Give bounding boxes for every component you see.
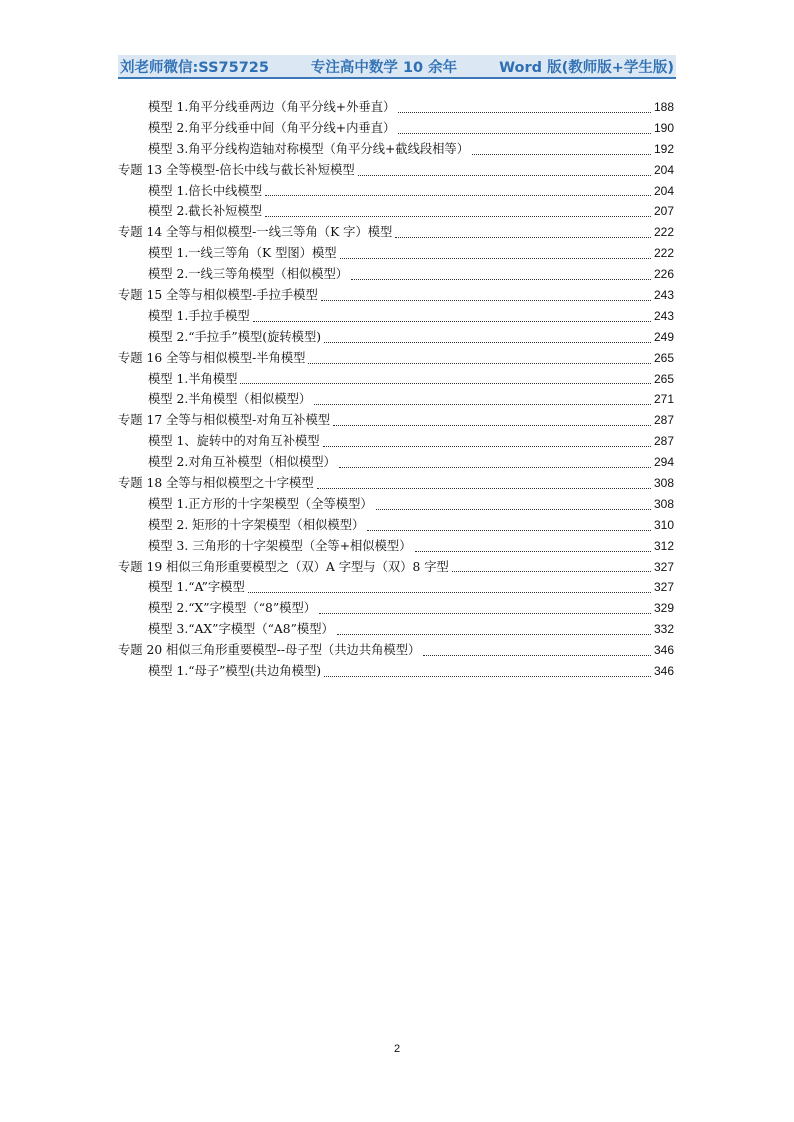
toc-entry-label: 专题 13 全等模型-倍长中线与截长补短模型 bbox=[118, 162, 355, 177]
toc-entry-label: 模型 2.角平分线垂中间（角平分线+内垂直） bbox=[148, 120, 396, 135]
toc-dot-leader bbox=[265, 194, 651, 196]
toc-dot-leader bbox=[472, 153, 651, 155]
toc-entry-label: 模型 1.“A”字模型 bbox=[148, 580, 245, 595]
toc-entry-page: 308 bbox=[653, 496, 674, 511]
toc-dot-leader bbox=[321, 299, 651, 301]
toc-chapter-entry[interactable] bbox=[118, 222, 674, 243]
toc-section-entry[interactable] bbox=[118, 139, 674, 160]
toc-entry-page: 310 bbox=[653, 517, 674, 532]
toc-dot-leader bbox=[415, 550, 651, 552]
toc-dot-leader bbox=[324, 675, 651, 677]
toc-section-entry[interactable] bbox=[118, 243, 674, 264]
toc-dot-leader bbox=[317, 487, 651, 489]
toc-dot-leader bbox=[333, 424, 651, 426]
toc-entry-label: 模型 2.一线三等角模型（相似模型） bbox=[148, 267, 349, 282]
toc-entry-label: 模型 2.半角模型（相似模型） bbox=[148, 392, 312, 407]
table-of-contents bbox=[118, 97, 674, 682]
toc-entry-page: 204 bbox=[653, 183, 674, 198]
toc-entry-label: 专题 20 相似三角形重要模型--母子型（共边共角模型） bbox=[118, 643, 421, 658]
toc-entry-page: 222 bbox=[653, 246, 674, 261]
toc-chapter-entry[interactable] bbox=[118, 160, 674, 181]
toc-entry-page: 327 bbox=[653, 580, 674, 595]
toc-entry-page: 346 bbox=[653, 643, 674, 658]
toc-entry-page: 308 bbox=[653, 476, 674, 491]
toc-dot-leader bbox=[265, 215, 651, 217]
toc-dot-leader bbox=[337, 633, 651, 635]
toc-dot-leader bbox=[351, 278, 651, 280]
toc-entry-label: 模型 2.“手拉手”模型(旋转模型) bbox=[148, 329, 322, 344]
toc-dot-leader bbox=[358, 174, 651, 176]
toc-dot-leader bbox=[324, 341, 651, 343]
header-contact: 刘老师微信:SS75725 bbox=[120, 59, 269, 76]
toc-dot-leader bbox=[452, 570, 651, 572]
toc-section-entry[interactable] bbox=[118, 264, 674, 285]
toc-entry-page: 265 bbox=[653, 371, 674, 386]
toc-section-entry[interactable] bbox=[118, 118, 674, 139]
header-tagline: 专注高中数学 10 余年 bbox=[310, 59, 458, 76]
toc-section-entry[interactable] bbox=[118, 201, 674, 222]
toc-dot-leader bbox=[319, 612, 651, 614]
toc-dot-leader bbox=[340, 257, 651, 259]
page-header bbox=[118, 55, 676, 79]
toc-entry-label: 模型 1.一线三等角（K 型图）模型 bbox=[148, 246, 337, 261]
toc-entry-page: 346 bbox=[653, 664, 674, 679]
toc-entry-page: 271 bbox=[653, 392, 674, 407]
toc-entry-page: 243 bbox=[653, 288, 674, 303]
toc-dot-leader bbox=[423, 654, 651, 656]
toc-entry-label: 模型 3. 三角形的十字架模型（全等+相似模型） bbox=[148, 538, 412, 553]
toc-entry-label: 模型 1.半角模型 bbox=[148, 371, 238, 386]
toc-entry-label: 专题 16 全等与相似模型-半角模型 bbox=[118, 350, 306, 365]
toc-section-entry[interactable] bbox=[118, 452, 674, 473]
toc-dot-leader bbox=[253, 320, 651, 322]
toc-section-entry[interactable] bbox=[118, 515, 674, 536]
toc-entry-page: 204 bbox=[653, 162, 674, 177]
toc-chapter-entry[interactable] bbox=[118, 410, 674, 431]
toc-dot-leader bbox=[248, 591, 651, 593]
toc-dot-leader bbox=[308, 362, 650, 364]
toc-section-entry[interactable] bbox=[118, 661, 674, 682]
toc-entry-page: 265 bbox=[653, 350, 674, 365]
toc-chapter-entry[interactable] bbox=[118, 348, 674, 369]
toc-section-entry[interactable] bbox=[118, 327, 674, 348]
toc-entry-page: 327 bbox=[653, 559, 674, 574]
toc-entry-page: 222 bbox=[653, 225, 674, 240]
toc-entry-page: 249 bbox=[653, 329, 674, 344]
toc-entry-label: 模型 1.“母子”模型(共边角模型) bbox=[148, 664, 322, 679]
toc-section-entry[interactable] bbox=[118, 181, 674, 202]
toc-entry-label: 专题 15 全等与相似模型-手拉手模型 bbox=[118, 288, 318, 303]
toc-dot-leader bbox=[376, 508, 651, 510]
toc-entry-label: 模型 2.截长补短模型 bbox=[148, 204, 263, 219]
toc-entry-page: 332 bbox=[653, 622, 674, 637]
toc-section-entry[interactable] bbox=[118, 577, 674, 598]
toc-dot-leader bbox=[398, 132, 651, 134]
toc-chapter-entry[interactable] bbox=[118, 640, 674, 661]
header-version: Word 版(教师版+学生版) bbox=[499, 59, 674, 76]
toc-entry-label: 专题 18 全等与相似模型之十字模型 bbox=[118, 476, 314, 491]
toc-dot-leader bbox=[339, 466, 651, 468]
toc-entry-label: 模型 1.手拉手模型 bbox=[148, 308, 250, 323]
toc-entry-page: 329 bbox=[653, 601, 674, 616]
toc-entry-page: 207 bbox=[653, 204, 674, 219]
toc-entry-label: 模型 1.角平分线垂两边（角平分线+外垂直） bbox=[148, 100, 396, 114]
toc-entry-label: 模型 3.角平分线构造轴对称模型（角平分线+截线段相等） bbox=[148, 141, 470, 156]
toc-entry-page: 190 bbox=[653, 120, 674, 135]
toc-dot-leader bbox=[398, 111, 651, 113]
page-number: 2 bbox=[393, 1043, 401, 1055]
toc-entry-page: 287 bbox=[653, 413, 674, 428]
toc-dot-leader bbox=[240, 382, 651, 384]
toc-entry-label: 模型 2.对角互补模型（相似模型） bbox=[148, 455, 336, 470]
toc-dot-leader bbox=[367, 529, 651, 531]
toc-entry-page: 294 bbox=[653, 455, 674, 470]
toc-section-entry[interactable] bbox=[118, 306, 674, 327]
toc-entry-page: 243 bbox=[653, 308, 674, 323]
toc-section-entry[interactable] bbox=[118, 97, 674, 118]
toc-entry-label: 模型 2.“X”字模型（“8”模型） bbox=[148, 601, 317, 616]
toc-section-entry[interactable] bbox=[118, 536, 674, 557]
toc-section-entry[interactable] bbox=[118, 598, 674, 619]
toc-dot-leader bbox=[323, 445, 651, 447]
toc-entry-page: 287 bbox=[653, 434, 674, 449]
toc-section-entry[interactable] bbox=[118, 431, 674, 452]
toc-dot-leader bbox=[314, 403, 651, 405]
toc-entry-label: 专题 17 全等与相似模型-对角互补模型 bbox=[118, 413, 331, 428]
toc-entry-page: 226 bbox=[653, 267, 674, 282]
toc-entry-label: 模型 1.正方形的十字架模型（全等模型） bbox=[148, 496, 373, 511]
toc-entry-page: 312 bbox=[653, 538, 674, 553]
toc-section-entry[interactable] bbox=[118, 389, 674, 410]
toc-entry-page: 192 bbox=[653, 141, 674, 156]
toc-entry-label: 专题 14 全等与相似模型-一线三等角（K 字）模型 bbox=[118, 225, 393, 240]
toc-entry-label: 专题 19 相似三角形重要模型之（双）A 字型与（双）8 字型 bbox=[118, 559, 449, 574]
toc-section-entry[interactable] bbox=[118, 619, 674, 640]
toc-section-entry[interactable] bbox=[118, 494, 674, 515]
toc-chapter-entry[interactable] bbox=[118, 557, 674, 578]
toc-entry-page: 188 bbox=[653, 100, 674, 114]
toc-chapter-entry[interactable] bbox=[118, 473, 674, 494]
toc-section-entry[interactable] bbox=[118, 369, 674, 390]
toc-entry-label: 模型 1、旋转中的对角互补模型 bbox=[148, 434, 320, 449]
toc-chapter-entry[interactable] bbox=[118, 285, 674, 306]
toc-entry-label: 模型 2. 矩形的十字架模型（相似模型） bbox=[148, 517, 365, 532]
toc-entry-label: 模型 3.“AX”字模型（“A8”模型） bbox=[148, 622, 334, 637]
toc-entry-label: 模型 1.倍长中线模型 bbox=[148, 183, 263, 198]
toc-dot-leader bbox=[395, 236, 651, 238]
